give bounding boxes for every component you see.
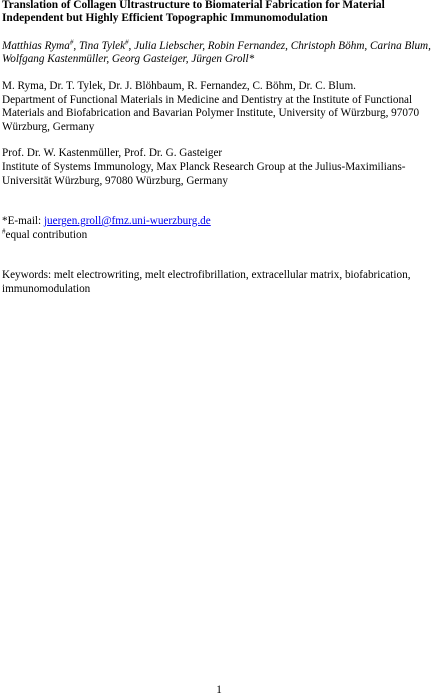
equal-contribution-text: equal contribution bbox=[5, 228, 88, 241]
author-mark: # bbox=[69, 38, 74, 47]
author-separator: , bbox=[285, 39, 291, 52]
author-name: Robin Fernandez bbox=[207, 39, 286, 52]
author-separator: , bbox=[364, 39, 371, 52]
page-number: 1 bbox=[216, 684, 222, 696]
author-separator: , bbox=[106, 53, 112, 66]
author-mark: # bbox=[125, 38, 129, 47]
author-separator: , bbox=[73, 39, 79, 52]
affiliation-2-names: Prof. Dr. W. Kastenmüller, Prof. Dr. G. Gasteiger bbox=[2, 147, 223, 160]
keywords-block bbox=[2, 269, 432, 296]
author-name: Carina Blum bbox=[370, 39, 429, 52]
author-separator: , bbox=[185, 53, 192, 66]
author-separator: , bbox=[202, 39, 208, 52]
affiliation-2 bbox=[2, 147, 432, 188]
author-separator: , bbox=[428, 39, 431, 52]
contact-block bbox=[2, 215, 432, 242]
affiliation-2-institution: Institute of Systems Immunology, Max Planck Research Group at the Julius-Maximilians-Universität Würzburg, 97080 Würzburg, Germany bbox=[2, 160, 406, 187]
equal-contribution-note bbox=[2, 229, 432, 243]
author-name: Wolfgang Kastenmüller bbox=[2, 53, 107, 66]
paper-title: Translation of Collagen Ultrastructure to Biomaterial Fabrication for Material Independent but Highly Efficient Topographic Immunomodulation bbox=[2, 0, 385, 25]
affiliation-1-names: M. Ryma, Dr. T. Tylek, Dr. J. Blöhbaum, R. Fernandez, C. Böhm, Dr. C. Blum. bbox=[2, 80, 356, 92]
author-separator: , bbox=[128, 39, 135, 52]
author-name: Christoph Böhm bbox=[290, 39, 365, 52]
email-line bbox=[2, 215, 432, 229]
affiliation-1 bbox=[2, 80, 432, 134]
email-label: *E-mail: bbox=[2, 215, 44, 228]
affiliation-1-institution: Department of Functional Materials in Medicine and Dentistry at the Institute of Functional Materials and Biofabrication and Bavarian Polymer Institute, University of Würzburg, 97070 Würzburg, Germany bbox=[2, 93, 420, 133]
author-name: Julia Liebscher bbox=[134, 39, 203, 52]
keywords: Keywords: melt electrowriting, melt electrofibrillation, extracellular matrix, biofabrication, immunomodulation bbox=[2, 269, 411, 295]
email-link[interactable]: juergen.groll@fmz.uni-wuerzburg.de bbox=[43, 215, 211, 228]
author-list bbox=[2, 40, 432, 67]
author-name: Matthias Ryma bbox=[2, 39, 70, 52]
author-name: Tina Tylek bbox=[78, 39, 126, 52]
page-content bbox=[2, 0, 432, 297]
equal-contribution-mark: # bbox=[2, 227, 6, 236]
author-name: Jürgen Groll* bbox=[191, 53, 255, 66]
author-name: Georg Gasteiger bbox=[111, 53, 186, 66]
